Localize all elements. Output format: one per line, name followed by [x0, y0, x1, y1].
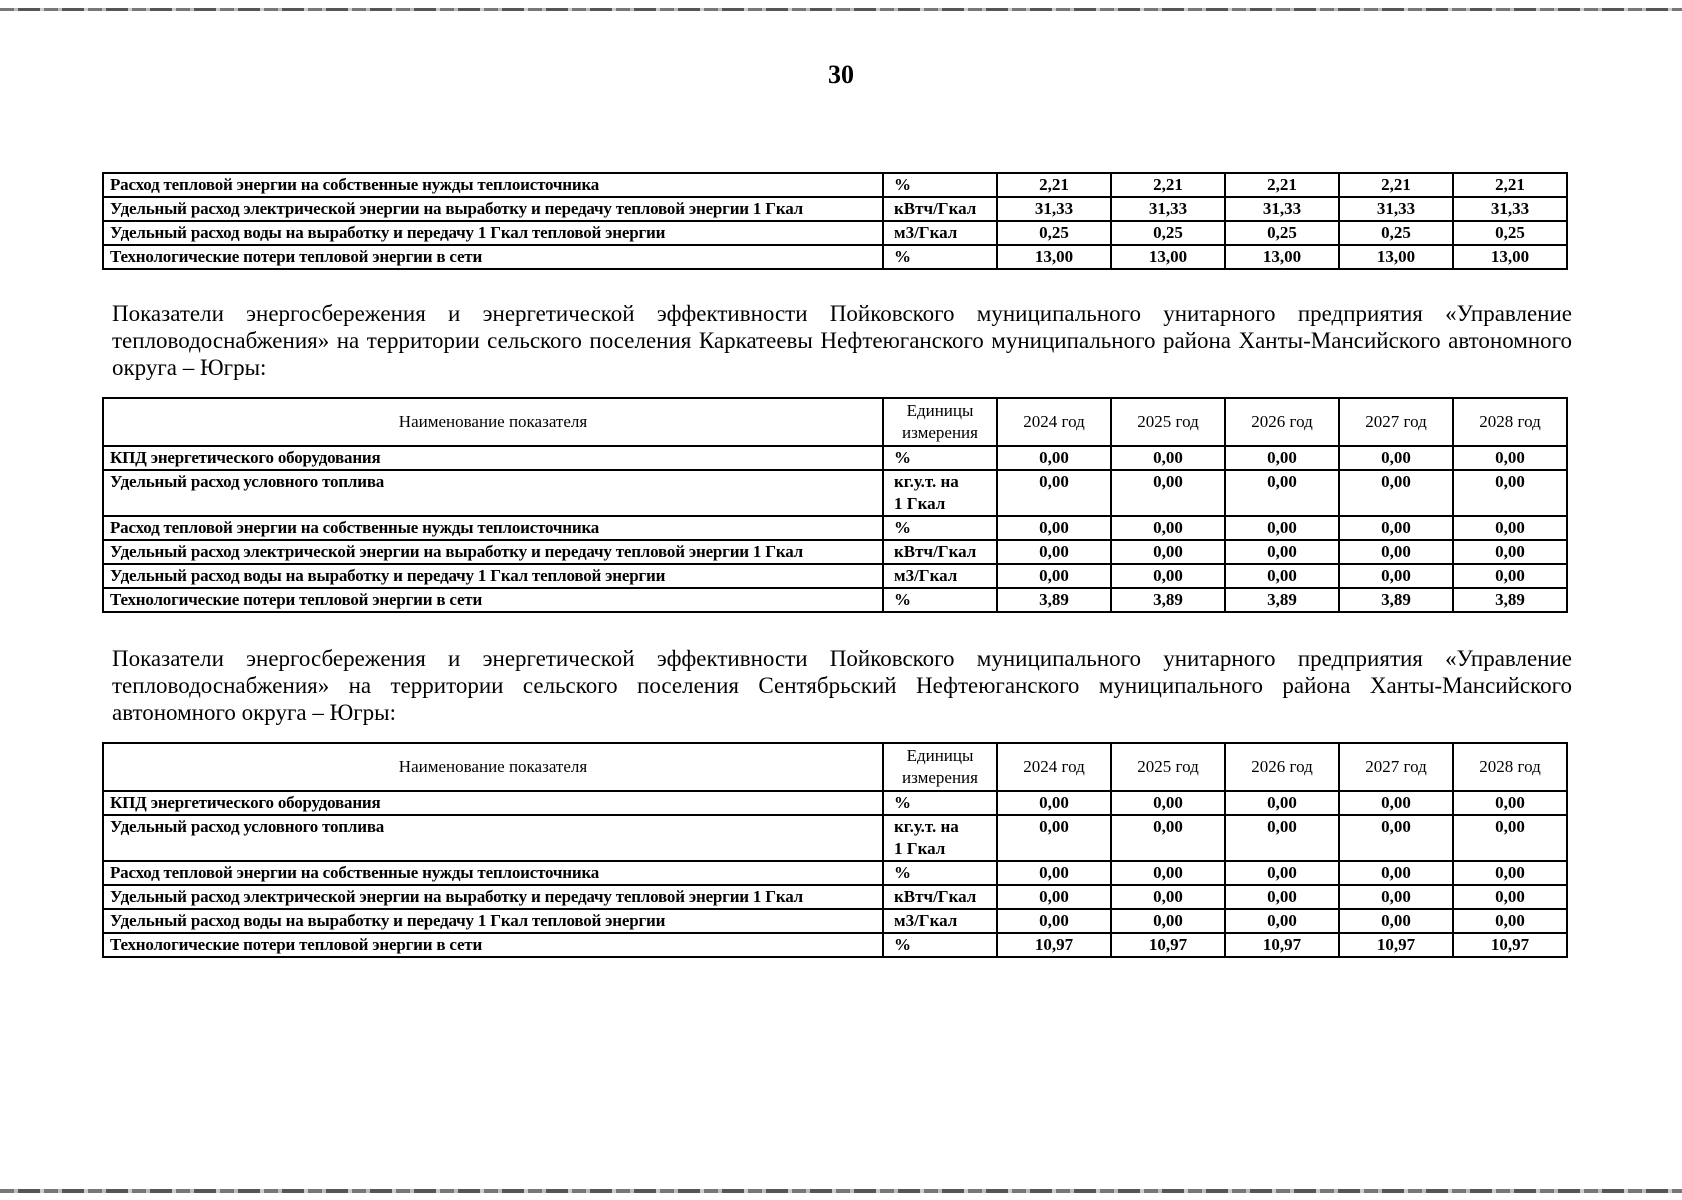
unit-cell: кВтч/Гкал [883, 540, 997, 564]
value-2024: 0,00 [997, 516, 1111, 540]
value-2028: 0,00 [1453, 540, 1567, 564]
column-header-name: Наименование показателя [103, 743, 883, 791]
unit-line2: 1 Гкал [894, 839, 946, 858]
indicator-name: Удельный расход условного топлива [103, 470, 883, 516]
scan-edge-bottom [0, 1189, 1682, 1193]
value-2026: 13,00 [1225, 245, 1339, 269]
value-2025: 10,97 [1111, 933, 1225, 957]
column-header-year: 2027 год [1339, 743, 1453, 791]
unit-header-line1: Единицы [906, 746, 974, 765]
indicator-name: Удельный расход электрической энергии на выработку и передачу тепловой энергии 1 Гкал [103, 540, 883, 564]
value-2024: 10,97 [997, 933, 1111, 957]
value-2024: 0,00 [997, 791, 1111, 815]
value-2025: 0,00 [1111, 909, 1225, 933]
table-row [103, 861, 1567, 885]
value-2027: 0,25 [1339, 221, 1453, 245]
value-2024: 0,25 [997, 221, 1111, 245]
value-2027: 0,00 [1339, 791, 1453, 815]
value-2026: 0,00 [1225, 861, 1339, 885]
page-number: 30 [828, 60, 854, 89]
indicator-name: Расход тепловой энергии на собственные нужды теплоисточника [103, 173, 883, 197]
section-heading-karkateevy: Показатели энергосбережения и энергетической эффективности Пойковского муниципального унитарного предприятия «Управление тепловодоснабжения» на территории сельского поселения Каркатеевы Нефтеюганского муниципального района Ханты-Мансийского автономного округа – Югры: [112, 301, 1572, 380]
value-2025: 2,21 [1111, 173, 1225, 197]
table-row [103, 540, 1567, 564]
value-2028: 0,00 [1453, 470, 1567, 516]
indicator-name: Удельный расход воды на выработку и передачу 1 Гкал тепловой энергии [103, 221, 883, 245]
value-2024: 2,21 [997, 173, 1111, 197]
value-2028: 2,21 [1453, 173, 1567, 197]
value-2024: 0,00 [997, 470, 1111, 516]
column-header-year: 2025 год [1111, 398, 1225, 446]
value-2025: 31,33 [1111, 197, 1225, 221]
value-2027: 0,00 [1339, 516, 1453, 540]
value-2025: 0,00 [1111, 516, 1225, 540]
value-2026: 31,33 [1225, 197, 1339, 221]
value-2028: 0,00 [1453, 446, 1567, 470]
value-2026: 2,21 [1225, 173, 1339, 197]
unit-line1: кг.у.т. на [894, 817, 959, 836]
unit-cell: кВтч/Гкал [883, 885, 997, 909]
value-2028: 0,25 [1453, 221, 1567, 245]
indicator-name: Удельный расход воды на выработку и передачу 1 Гкал тепловой энергии [103, 564, 883, 588]
value-2025: 0,00 [1111, 470, 1225, 516]
value-2026: 0,00 [1225, 815, 1339, 861]
unit-cell: кВтч/Гкал [883, 197, 997, 221]
value-2024: 0,00 [997, 861, 1111, 885]
unit-header-line2: измерения [902, 768, 978, 787]
value-2028: 0,00 [1453, 909, 1567, 933]
value-2024: 0,00 [997, 815, 1111, 861]
value-2027: 0,00 [1339, 446, 1453, 470]
value-2027: 0,00 [1339, 815, 1453, 861]
table-header-row [103, 398, 1567, 446]
column-header-year: 2025 год [1111, 743, 1225, 791]
value-2026: 0,00 [1225, 885, 1339, 909]
value-2025: 3,89 [1111, 588, 1225, 612]
value-2028: 3,89 [1453, 588, 1567, 612]
value-2026: 10,97 [1225, 933, 1339, 957]
column-header-year: 2024 год [997, 743, 1111, 791]
table-row [103, 885, 1567, 909]
value-2024: 0,00 [997, 885, 1111, 909]
table-row [103, 933, 1567, 957]
indicator-name: Удельный расход электрической энергии на выработку и передачу тепловой энергии 1 Гкал [103, 197, 883, 221]
unit-line2: 1 Гкал [894, 494, 946, 513]
column-header-year: 2028 год [1453, 398, 1567, 446]
value-2026: 0,00 [1225, 564, 1339, 588]
table-row [103, 221, 1567, 245]
table-row [103, 815, 1567, 861]
indicators-table-continued [102, 172, 1568, 270]
table-row [103, 245, 1567, 269]
indicator-name: Удельный расход электрической энергии на выработку и передачу тепловой энергии 1 Гкал [103, 885, 883, 909]
unit-cell: м3/Гкал [883, 221, 997, 245]
unit-header-line1: Единицы [906, 401, 974, 420]
table-row [103, 197, 1567, 221]
value-2025: 0,00 [1111, 540, 1225, 564]
value-2026: 0,00 [1225, 516, 1339, 540]
value-2027: 0,00 [1339, 564, 1453, 588]
indicators-table-sentyabrskiy [102, 742, 1568, 958]
column-header-unit [883, 398, 997, 446]
value-2025: 0,25 [1111, 221, 1225, 245]
unit-cell [883, 470, 997, 516]
table-row [103, 446, 1567, 470]
table-row [103, 909, 1567, 933]
value-2025: 0,00 [1111, 885, 1225, 909]
value-2028: 0,00 [1453, 516, 1567, 540]
value-2024: 0,00 [997, 540, 1111, 564]
value-2025: 13,00 [1111, 245, 1225, 269]
value-2024: 13,00 [997, 245, 1111, 269]
value-2028: 0,00 [1453, 791, 1567, 815]
column-header-unit [883, 743, 997, 791]
table-row [103, 791, 1567, 815]
value-2028: 0,00 [1453, 885, 1567, 909]
unit-line1: кг.у.т. на [894, 472, 959, 491]
value-2028: 31,33 [1453, 197, 1567, 221]
value-2025: 0,00 [1111, 791, 1225, 815]
value-2027: 0,00 [1339, 540, 1453, 564]
value-2028: 0,00 [1453, 861, 1567, 885]
value-2027: 10,97 [1339, 933, 1453, 957]
column-header-name: Наименование показателя [103, 398, 883, 446]
indicator-name: Технологические потери тепловой энергии в сети [103, 933, 883, 957]
value-2027: 0,00 [1339, 885, 1453, 909]
table-row [103, 588, 1567, 612]
value-2025: 0,00 [1111, 861, 1225, 885]
column-header-year: 2024 год [997, 398, 1111, 446]
value-2026: 0,25 [1225, 221, 1339, 245]
value-2026: 0,00 [1225, 540, 1339, 564]
indicators-table-karkateevy [102, 397, 1568, 613]
indicator-name: КПД энергетического оборудования [103, 791, 883, 815]
unit-cell: % [883, 588, 997, 612]
column-header-year: 2027 год [1339, 398, 1453, 446]
unit-cell: % [883, 861, 997, 885]
value-2026: 0,00 [1225, 446, 1339, 470]
unit-cell: % [883, 173, 997, 197]
column-header-year: 2028 год [1453, 743, 1567, 791]
value-2025: 0,00 [1111, 564, 1225, 588]
value-2027: 13,00 [1339, 245, 1453, 269]
table-row [103, 564, 1567, 588]
value-2028: 0,00 [1453, 815, 1567, 861]
indicator-name: Удельный расход воды на выработку и передачу 1 Гкал тепловой энергии [103, 909, 883, 933]
value-2024: 0,00 [997, 564, 1111, 588]
value-2024: 0,00 [997, 446, 1111, 470]
value-2027: 0,00 [1339, 470, 1453, 516]
unit-header-line2: измерения [902, 423, 978, 442]
value-2027: 0,00 [1339, 909, 1453, 933]
indicator-name: КПД энергетического оборудования [103, 446, 883, 470]
value-2028: 0,00 [1453, 564, 1567, 588]
indicator-name: Расход тепловой энергии на собственные нужды теплоисточника [103, 516, 883, 540]
scan-edge-top [0, 8, 1682, 11]
indicator-name: Технологические потери тепловой энергии в сети [103, 245, 883, 269]
unit-cell: % [883, 516, 997, 540]
value-2025: 0,00 [1111, 815, 1225, 861]
unit-cell: м3/Гкал [883, 909, 997, 933]
value-2027: 0,00 [1339, 861, 1453, 885]
value-2028: 10,97 [1453, 933, 1567, 957]
value-2026: 3,89 [1225, 588, 1339, 612]
indicator-name: Технологические потери тепловой энергии в сети [103, 588, 883, 612]
section-heading-sentyabrskiy: Показатели энергосбережения и энергетической эффективности Пойковского муниципального унитарного предприятия «Управление тепловодоснабжения» на территории сельского поселения Сентябрьский Нефтеюганского муниципального района Ханты-Мансийского автономного округа – Югры: [112, 646, 1572, 725]
unit-cell: % [883, 245, 997, 269]
value-2027: 2,21 [1339, 173, 1453, 197]
value-2024: 31,33 [997, 197, 1111, 221]
unit-cell: м3/Гкал [883, 564, 997, 588]
table-row [103, 516, 1567, 540]
indicator-name: Удельный расход условного топлива [103, 815, 883, 861]
unit-cell: % [883, 933, 997, 957]
value-2024: 0,00 [997, 909, 1111, 933]
value-2025: 0,00 [1111, 446, 1225, 470]
table-row [103, 470, 1567, 516]
column-header-year: 2026 год [1225, 398, 1339, 446]
table-row [103, 173, 1567, 197]
indicator-name: Расход тепловой энергии на собственные нужды теплоисточника [103, 861, 883, 885]
value-2027: 3,89 [1339, 588, 1453, 612]
unit-cell: % [883, 791, 997, 815]
value-2026: 0,00 [1225, 791, 1339, 815]
value-2028: 13,00 [1453, 245, 1567, 269]
value-2024: 3,89 [997, 588, 1111, 612]
unit-cell: % [883, 446, 997, 470]
value-2026: 0,00 [1225, 909, 1339, 933]
value-2026: 0,00 [1225, 470, 1339, 516]
column-header-year: 2026 год [1225, 743, 1339, 791]
table-header-row [103, 743, 1567, 791]
unit-cell [883, 815, 997, 861]
value-2027: 31,33 [1339, 197, 1453, 221]
